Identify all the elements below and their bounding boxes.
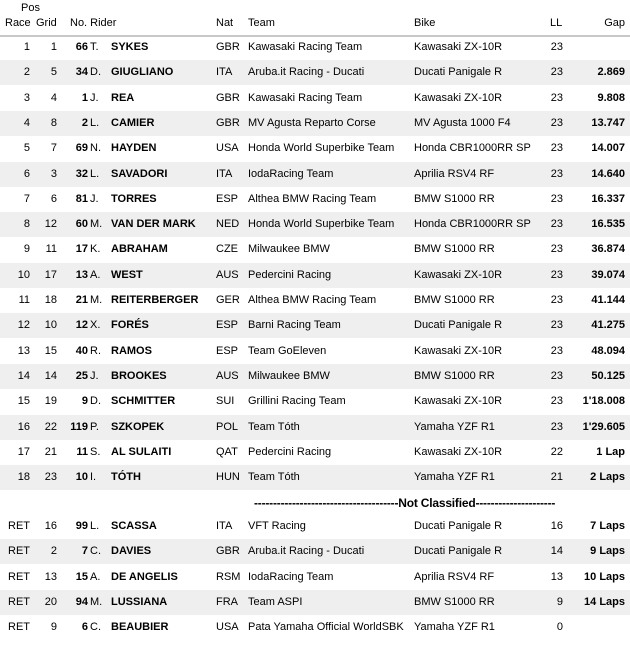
- team-name: Milwaukee BMW: [248, 369, 330, 382]
- position: 14: [17, 369, 30, 382]
- rider-initial: A.: [90, 268, 101, 281]
- rider-number: 11: [76, 445, 88, 458]
- rider-initial: X.: [90, 319, 101, 332]
- rider-number: 6: [81, 621, 88, 634]
- bike-model: Kawasaki ZX-10R: [414, 91, 503, 104]
- gap: 14 Laps: [584, 595, 625, 608]
- bike-model: BMW S1000 RR: [414, 595, 495, 608]
- team-name: Kawasaki Racing Team: [248, 91, 363, 104]
- table-row: [0, 288, 630, 313]
- gap: 10 Laps: [584, 570, 625, 583]
- position: 1: [23, 41, 30, 53]
- gap: 9.808: [597, 91, 625, 104]
- nationality: SUI: [216, 395, 235, 408]
- nationality: AUS: [216, 268, 239, 281]
- rider-name: TORRES: [111, 192, 157, 205]
- position: 11: [18, 294, 30, 306]
- laps-led: 23: [550, 268, 563, 281]
- rider-initial: C.: [90, 545, 101, 558]
- rider-initial: J.: [90, 192, 99, 205]
- laps-led: 23: [550, 294, 563, 306]
- team-name: Team Tóth: [248, 420, 300, 433]
- table-row: [0, 389, 630, 414]
- rider-initial: J.: [90, 369, 99, 382]
- rider-initial: M.: [90, 218, 103, 231]
- rider-name: CAMIER: [111, 116, 155, 129]
- rider-name: FORÉS: [111, 319, 149, 332]
- rider-name: SCHMITTER: [111, 395, 176, 408]
- nationality: FRA: [216, 595, 238, 608]
- rider-initial: A.: [90, 570, 101, 583]
- bike-model: MV Agusta 1000 F4: [414, 116, 511, 129]
- gap: 16.337: [591, 192, 625, 205]
- bike-model: BMW S1000 RR: [414, 369, 495, 382]
- rider-name: BEAUBIER: [111, 621, 169, 634]
- grid-position: 17: [44, 268, 57, 281]
- table-row: [0, 162, 630, 187]
- rider-number: 17: [75, 243, 88, 256]
- rider-number: 81: [75, 192, 88, 205]
- gap: 48.094: [591, 344, 625, 357]
- rider-initial: S.: [90, 445, 101, 458]
- laps-led: 0: [556, 621, 563, 634]
- bike-model: Aprilia RSV4 RF: [414, 570, 495, 583]
- gap: 41.275: [591, 319, 625, 332]
- team-name: Honda World Superbike Team: [248, 142, 395, 155]
- rider-number: 2: [81, 116, 88, 129]
- gap: 1'18.008: [582, 395, 625, 408]
- bike-model: Ducati Panigale R: [414, 66, 503, 79]
- rider-number: 7: [81, 545, 88, 558]
- laps-led: 13: [550, 570, 563, 583]
- nationality: GER: [216, 294, 240, 306]
- grid-position: 4: [50, 91, 57, 104]
- laps-led: 9: [556, 595, 563, 608]
- rider-initial: D.: [90, 395, 101, 408]
- rider-number: 94: [75, 595, 88, 608]
- rider-name: REITERBERGER: [111, 294, 199, 306]
- table-row: [0, 187, 630, 212]
- header-grid: Grid: [36, 17, 57, 29]
- table-row: [0, 313, 630, 338]
- gap: 7 Laps: [590, 520, 625, 532]
- rider-name: TÓTH: [111, 471, 141, 484]
- team-name: Aruba.it Racing - Ducati: [248, 66, 365, 79]
- laps-led: 23: [550, 167, 563, 180]
- gap: 39.074: [591, 268, 625, 281]
- header-ll: LL: [550, 17, 563, 29]
- header-no-rider: No. Rider: [70, 17, 117, 29]
- nationality: GBR: [216, 116, 240, 129]
- rider-number: 69: [75, 142, 88, 155]
- header-race: Race: [5, 17, 31, 29]
- grid-position: 16: [44, 520, 57, 532]
- rider-initial: M.: [90, 294, 103, 306]
- position: 10: [17, 268, 30, 281]
- not-classified-divider: [0, 493, 630, 513]
- header-pos: Pos: [21, 2, 40, 14]
- rider-name: BROOKES: [111, 369, 167, 382]
- grid-position: 19: [44, 395, 57, 408]
- laps-led: 14: [550, 545, 563, 558]
- bike-model: Ducati Panigale R: [414, 545, 503, 558]
- header-team: Team: [248, 17, 275, 29]
- rider-number: 66: [75, 41, 88, 53]
- table-row: [0, 263, 630, 288]
- grid-position: 6: [50, 192, 57, 205]
- bike-model: Kawasaki ZX-10R: [414, 344, 503, 357]
- rider-number: 21: [75, 294, 88, 306]
- header-nat: Nat: [216, 17, 234, 29]
- laps-led: 23: [550, 243, 563, 256]
- team-name: Aruba.it Racing - Ducati: [248, 545, 365, 558]
- position: 15: [17, 395, 30, 408]
- nationality: POL: [216, 420, 239, 433]
- rider-initial: D.: [90, 66, 101, 79]
- table-row: [0, 35, 630, 60]
- rider-number: 9: [81, 395, 88, 408]
- rider-name: SAVADORI: [111, 167, 168, 180]
- bike-model: BMW S1000 RR: [414, 192, 495, 205]
- rider-name: GIUGLIANO: [111, 66, 174, 79]
- laps-led: 23: [550, 91, 563, 104]
- position: RET: [8, 570, 30, 583]
- position: RET: [8, 520, 30, 532]
- rider-initial: L.: [90, 520, 100, 532]
- laps-led: 23: [550, 420, 563, 433]
- team-name: MV Agusta Reparto Corse: [248, 116, 376, 129]
- rider-name: HAYDEN: [111, 142, 157, 155]
- nationality: ESP: [216, 192, 239, 205]
- team-name: IodaRacing Team: [248, 570, 334, 583]
- position: 6: [23, 167, 30, 180]
- rider-initial: J.: [90, 91, 99, 104]
- nationality: CZE: [216, 243, 238, 256]
- position: 2: [23, 66, 30, 79]
- bike-model: Kawasaki ZX-10R: [414, 395, 503, 408]
- laps-led: 23: [550, 142, 563, 155]
- team-name: Pata Yamaha Official WorldSBK: [248, 621, 404, 634]
- nationality: HUN: [216, 471, 240, 484]
- bike-model: Kawasaki ZX-10R: [414, 445, 503, 458]
- team-name: Honda World Superbike Team: [248, 218, 395, 231]
- rider-number: 32: [75, 167, 88, 180]
- team-name: Milwaukee BMW: [248, 243, 330, 256]
- team-name: VFT Racing: [248, 520, 306, 532]
- position: 9: [23, 243, 30, 256]
- bike-model: Honda CBR1000RR SP: [414, 142, 531, 155]
- bike-model: Ducati Panigale R: [414, 319, 503, 332]
- grid-position: 23: [44, 471, 57, 484]
- table-row: [0, 590, 630, 615]
- header-bike: Bike: [414, 17, 436, 29]
- laps-led: 21: [550, 471, 563, 484]
- grid-position: 15: [44, 344, 57, 357]
- grid-position: 13: [44, 570, 57, 583]
- bike-model: BMW S1000 RR: [414, 243, 495, 256]
- team-name: Barni Racing Team: [248, 319, 341, 332]
- table-row: [0, 514, 630, 539]
- nationality: GBR: [216, 545, 240, 558]
- grid-position: 5: [50, 66, 57, 79]
- grid-position: 2: [50, 545, 57, 558]
- grid-position: 12: [44, 218, 57, 231]
- team-name: Althea BMW Racing Team: [248, 192, 377, 205]
- gap: 2.869: [597, 66, 625, 79]
- team-name: Team ASPI: [248, 595, 303, 608]
- table-row: [0, 111, 630, 136]
- grid-position: 8: [50, 116, 57, 129]
- rider-initial: L.: [90, 116, 100, 129]
- gap: 1'29.605: [582, 420, 625, 433]
- position: 18: [17, 471, 30, 484]
- position: 3: [23, 91, 30, 104]
- team-name: Pedercini Racing: [248, 445, 332, 458]
- team-name: Althea BMW Racing Team: [248, 294, 377, 306]
- not-classified-label: --------------------------------------Not Classified---------------------: [254, 496, 556, 510]
- team-name: IodaRacing Team: [248, 167, 334, 180]
- rider-name: ABRAHAM: [111, 243, 168, 256]
- position: 7: [23, 192, 30, 205]
- table-row: [0, 565, 630, 590]
- laps-led: 23: [550, 344, 563, 357]
- rider-number: 10: [75, 471, 88, 484]
- table-row: [0, 212, 630, 237]
- nationality: ITA: [216, 66, 233, 79]
- laps-led: 23: [550, 116, 563, 129]
- team-name: Kawasaki Racing Team: [248, 41, 363, 53]
- position: 13: [17, 344, 30, 357]
- bike-model: Kawasaki ZX-10R: [414, 41, 503, 53]
- position: 17: [17, 445, 30, 458]
- grid-position: 21: [44, 445, 57, 458]
- nationality: ITA: [216, 167, 233, 180]
- grid-position: 1: [50, 41, 57, 53]
- rider-number: 34: [75, 66, 88, 79]
- nationality: USA: [216, 621, 239, 634]
- table-row: [0, 86, 630, 111]
- bike-model: Aprilia RSV4 RF: [414, 167, 495, 180]
- gap: 14.007: [591, 142, 625, 155]
- team-name: Pedercini Racing: [248, 268, 332, 281]
- position: RET: [8, 621, 30, 634]
- position: RET: [8, 595, 30, 608]
- rider-number: 15: [75, 570, 88, 583]
- position: 12: [17, 319, 30, 332]
- rider-name: LUSSIANA: [111, 595, 168, 608]
- laps-led: 23: [550, 319, 563, 332]
- table-row: [0, 237, 630, 262]
- grid-position: 18: [44, 294, 57, 306]
- nationality: GBR: [216, 41, 240, 53]
- team-name: Team GoEleven: [248, 344, 327, 357]
- nationality: GBR: [216, 91, 240, 104]
- nationality: AUS: [216, 369, 239, 382]
- gap: 1 Lap: [596, 445, 625, 458]
- laps-led: 23: [550, 395, 563, 408]
- grid-position: 7: [50, 142, 57, 155]
- gap: 2 Laps: [590, 471, 625, 484]
- gap: 41.144: [591, 294, 625, 306]
- rider-name: SCASSA: [111, 520, 157, 532]
- bike-model: Yamaha YZF R1: [414, 471, 495, 484]
- laps-led: 23: [550, 218, 563, 231]
- grid-position: 10: [44, 319, 57, 332]
- rider-number: 40: [75, 344, 88, 357]
- nationality: ESP: [216, 344, 239, 357]
- grid-position: 11: [45, 243, 57, 256]
- table-row: [0, 465, 630, 490]
- table-row: [0, 60, 630, 85]
- rider-initial: I.: [90, 471, 97, 484]
- nationality: ESP: [216, 319, 239, 332]
- rider-name: DE ANGELIS: [111, 570, 178, 583]
- gap: 16.535: [591, 218, 625, 231]
- rider-number: 12: [75, 319, 88, 332]
- gap: 9 Laps: [590, 545, 625, 558]
- position: 8: [23, 218, 30, 231]
- nationality: QAT: [216, 445, 238, 458]
- rider-number: 25: [75, 369, 88, 382]
- laps-led: 23: [550, 66, 563, 79]
- rider-name: REA: [111, 91, 135, 104]
- table-row: [0, 539, 630, 564]
- rider-number: 1: [81, 91, 88, 104]
- laps-led: 23: [550, 192, 563, 205]
- gap: 36.874: [591, 243, 625, 256]
- team-name: Grillini Racing Team: [248, 395, 346, 408]
- rider-name: AL SULAITI: [111, 445, 172, 458]
- laps-led: 23: [550, 369, 563, 382]
- table-row: [0, 339, 630, 364]
- gap: 13.747: [591, 116, 625, 129]
- bike-model: Yamaha YZF R1: [414, 420, 495, 433]
- bike-model: BMW S1000 RR: [414, 294, 495, 306]
- laps-led: 22: [550, 445, 563, 458]
- rider-name: SZKOPEK: [111, 420, 165, 433]
- rider-name: DAVIES: [111, 545, 152, 558]
- rider-name: VAN DER MARK: [111, 218, 196, 231]
- position: 5: [23, 142, 30, 155]
- grid-position: 22: [44, 420, 57, 433]
- nationality: RSM: [216, 570, 241, 583]
- rider-name: SYKES: [111, 41, 149, 53]
- rider-name: RAMOS: [111, 344, 152, 357]
- nationality: ITA: [216, 520, 233, 532]
- grid-position: 3: [50, 167, 57, 180]
- header-gap: Gap: [604, 17, 625, 29]
- laps-led: 23: [550, 41, 563, 53]
- bike-model: Kawasaki ZX-10R: [414, 268, 503, 281]
- rider-initial: C.: [90, 621, 101, 634]
- table-row: [0, 615, 630, 640]
- rider-initial: P.: [90, 420, 99, 433]
- rider-initial: R.: [90, 344, 101, 357]
- rider-number: 119: [70, 420, 88, 433]
- team-name: Team Tóth: [248, 471, 300, 484]
- rider-initial: N.: [90, 142, 101, 155]
- gap: 50.125: [591, 369, 625, 382]
- grid-position: 14: [44, 369, 57, 382]
- rider-name: WEST: [111, 268, 143, 281]
- position: 4: [23, 116, 30, 129]
- position: 16: [17, 420, 30, 433]
- table-row: [0, 136, 630, 161]
- table-row: [0, 364, 630, 389]
- rider-number: 60: [75, 218, 88, 231]
- rider-number: 13: [75, 268, 88, 281]
- rider-initial: K.: [90, 243, 101, 256]
- rider-initial: M.: [90, 595, 103, 608]
- nationality: NED: [216, 218, 240, 231]
- laps-led: 16: [550, 520, 563, 532]
- position: RET: [8, 545, 30, 558]
- bike-model: Honda CBR1000RR SP: [414, 218, 531, 231]
- nationality: USA: [216, 142, 239, 155]
- rider-initial: T.: [90, 41, 99, 53]
- rider-initial: L.: [90, 167, 100, 180]
- grid-position: 9: [50, 621, 57, 634]
- grid-position: 20: [44, 595, 57, 608]
- gap: 14.640: [591, 167, 625, 180]
- rider-number: 99: [75, 520, 88, 532]
- table-row: [0, 440, 630, 465]
- table-row: [0, 415, 630, 440]
- bike-model: Yamaha YZF R1: [414, 621, 495, 634]
- bike-model: Ducati Panigale R: [414, 520, 503, 532]
